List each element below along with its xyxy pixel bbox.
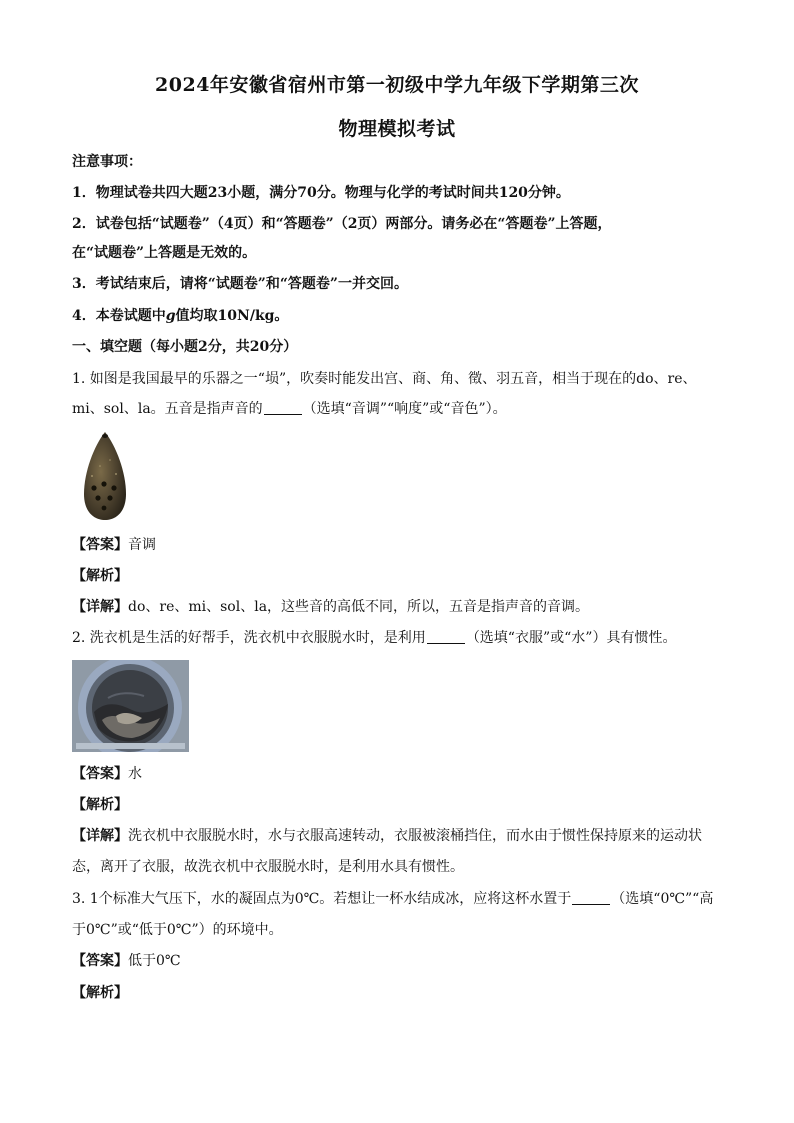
q2-detail-line2: 态，离开了衣服，故洗衣机中衣服脱水时，是利用水具有惯性。 — [72, 859, 464, 875]
washing-machine-drum-image — [72, 660, 189, 752]
q3-text-line2: 于0℃”或“低于0℃”）的环境中。 — [72, 922, 283, 938]
q3-blank — [572, 890, 610, 905]
q2-blank — [427, 629, 465, 644]
q1-analysis-label: 【解析】 — [72, 568, 128, 584]
q1-text-line2: mi、sol、la。五音是指声音的 （选填“音调”“响度”或“音色”）。 — [72, 401, 507, 417]
q1-blank — [264, 400, 302, 415]
q1-text-line1: 1. 如图是我国最早的乐器之一“埙”，吹奏时能发出宫、商、角、徵、羽五音，相当于现在的do、re、 — [72, 371, 697, 387]
q1-detail: 【详解】do、re、mi、sol、la，这些音的高低不同，所以，五音是指声音的音调。 — [72, 599, 590, 615]
notice-item-1: 1．物理试卷共四大题23小题，满分70分。物理与化学的考试时间共120分钟。 — [72, 185, 570, 201]
q1-answer: 【答案】音调 — [72, 537, 156, 553]
notice-item-2: 2．试卷包括“试题卷”（4页）和“答题卷”（2页）两部分。请务必在“答题卷”上答题， — [72, 216, 612, 232]
section-heading: 一、填空题（每小题2分，共20分） — [72, 339, 298, 355]
notice-item-2-cont: 在“试题卷”上答题是无效的。 — [72, 245, 257, 261]
q3-answer: 【答案】低于0℃ — [72, 953, 181, 969]
q2-detail-line1: 【详解】洗衣机中衣服脱水时，水与衣服高速转动，衣服被滚桶挡住，而水由于惯性保持原来的运动状 — [72, 828, 702, 844]
xun-instrument-image — [80, 430, 130, 522]
exam-title-line1: 2024年安徽省宿州市第一初级中学九年级下学期第三次 — [155, 74, 639, 96]
q2-answer: 【答案】水 — [72, 766, 142, 782]
q2-answer-value: 水 — [128, 766, 142, 782]
q1-answer-value: 音调 — [128, 537, 156, 553]
q2-text: 2. 洗衣机是生活的好帮手，洗衣机中衣服脱水时，是利用 （选填“衣服”或“水”）具有惯性。 — [72, 630, 677, 646]
q3-analysis-label: 【解析】 — [72, 985, 128, 1001]
exam-title-line2: 物理模拟考试 — [338, 118, 456, 140]
notice-item-3: 3．考试结束后，请将“试题卷”和“答题卷”一并交回。 — [72, 276, 408, 292]
notice-item-4-var: g — [165, 308, 176, 324]
q2-analysis-label: 【解析】 — [72, 797, 128, 813]
q3-answer-value: 低于0℃ — [128, 953, 181, 969]
notice-heading: 注意事项： — [72, 154, 142, 170]
q3-text-line1: 3. 1个标准大气压下，水的凝固点为0℃。若想让一杯水结成冰，应将这杯水置于 （选填“0℃”“高 — [72, 891, 714, 907]
notice-item-4: 4．本卷试题中g值均取10N/kg。 — [72, 308, 289, 324]
